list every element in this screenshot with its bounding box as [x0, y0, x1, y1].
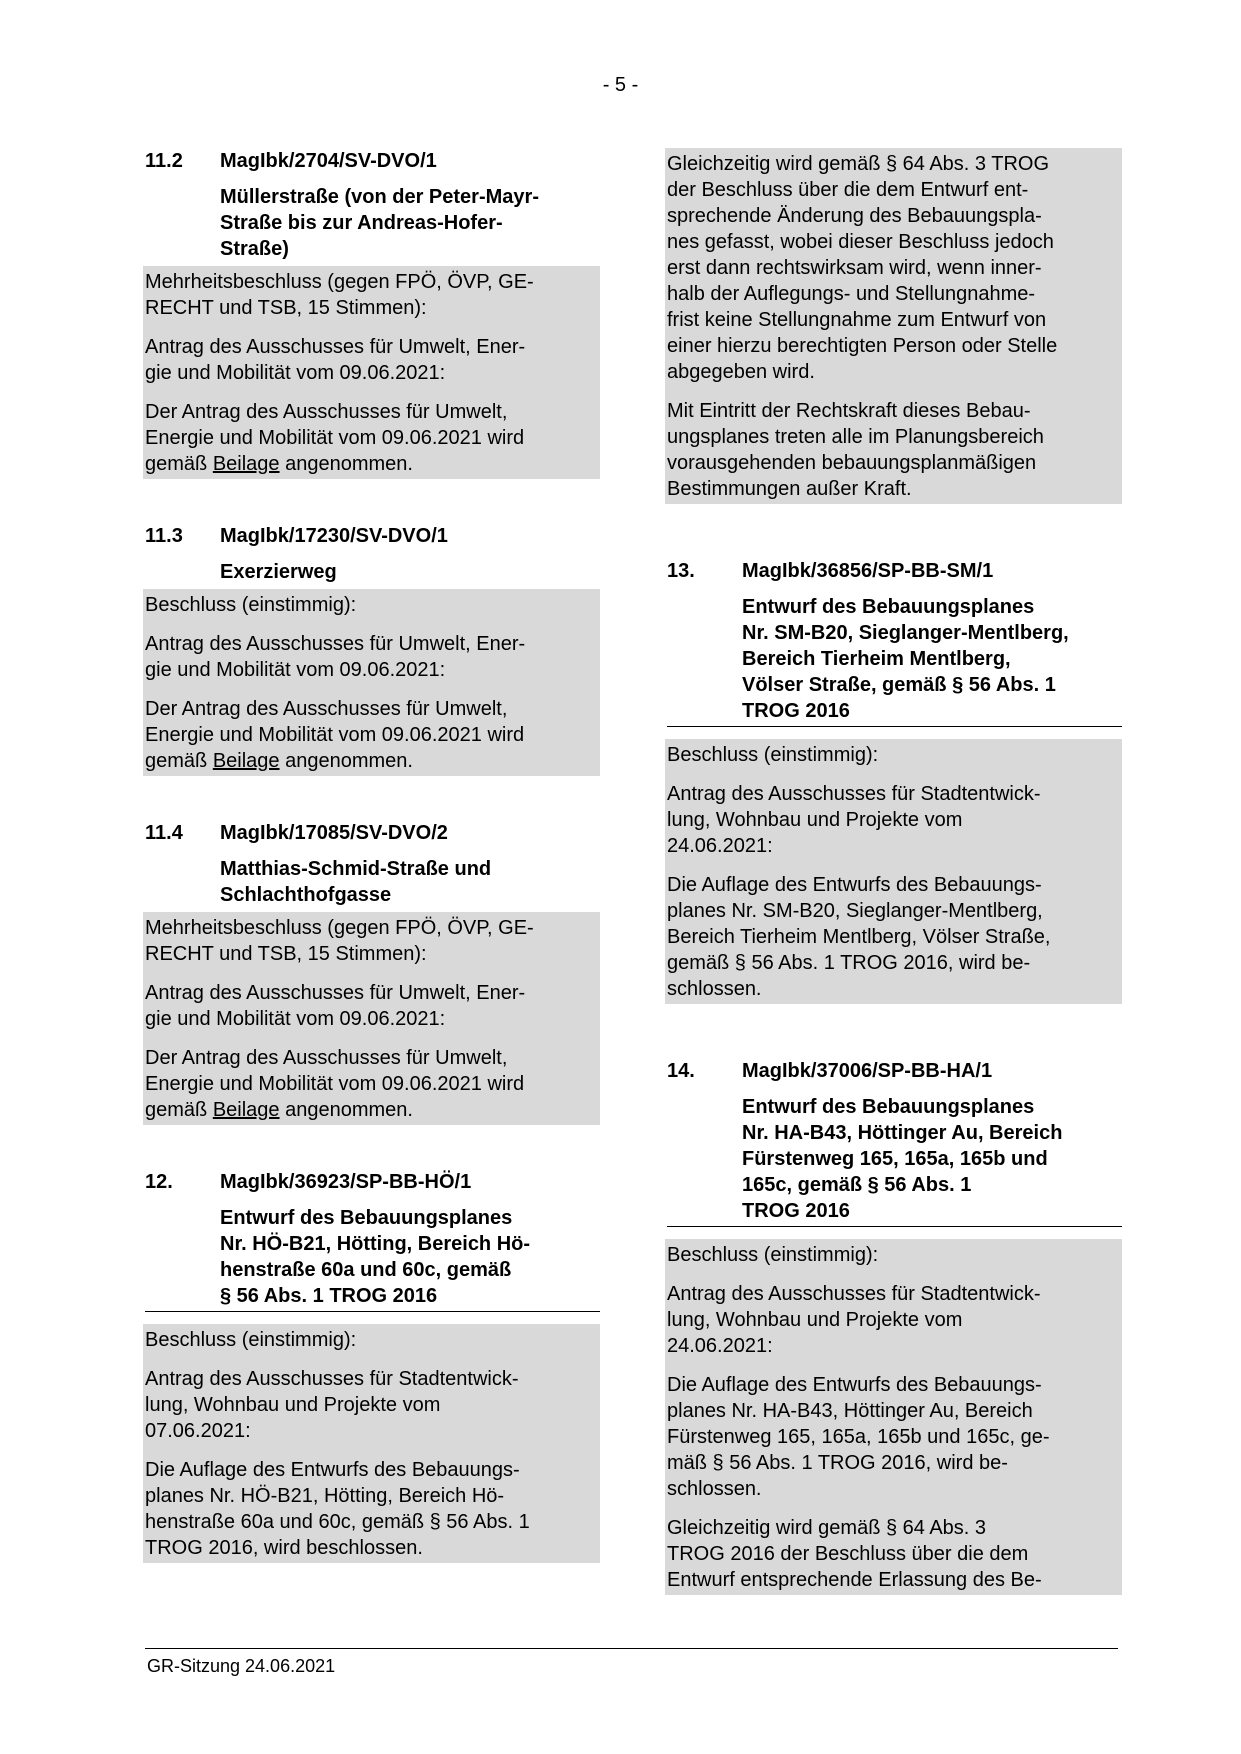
page-number: - 5 -	[602, 74, 639, 96]
continuation-box	[665, 148, 1122, 504]
resolution-type: Mehrheitsbeschluss (gegen FPÖ, ÖVP, GE- RECHT und TSB, 15 Stimmen):	[145, 917, 534, 965]
resolution-box	[143, 912, 600, 1125]
item-number: 11.3	[145, 525, 183, 547]
resolution-text: Die Auflage des Entwurfs des Bebauungs- planes Nr. SM-B20, Sieglanger-Mentlberg, Bereich Tierheim Mentlberg, Völser Straße, gemäß § 56 Abs. 1 TROG 2016, wird be- schlossen.	[667, 874, 1051, 1000]
title-line: Matthias-Schmid-Straße und	[220, 858, 492, 880]
title-line: Schlachthofgasse	[220, 884, 392, 906]
motion-source: Antrag des Ausschusses für Stadtentwick- lung, Wohnbau und Projekte vom 07.06.2021:	[145, 1368, 519, 1442]
title-line: Straße bis zur Andreas-Hofer-	[220, 212, 503, 234]
title-line: Nr. HÖ-B21, Hötting, Bereich Hö-	[220, 1233, 531, 1255]
beilage-link[interactable]: Beilage	[212, 1099, 280, 1121]
item-code: MagIbk/37006/SP-BB-HA/1	[742, 1060, 993, 1082]
resolution-box	[665, 1239, 1122, 1595]
title-line: TROG 2016	[742, 700, 850, 722]
agenda-item-11-3	[145, 523, 600, 776]
item-code: MagIbk/36923/SP-BB-HÖ/1	[220, 1171, 472, 1193]
resolution-text: Der Antrag des Ausschusses für Umwelt, Energie und Mobilität vom 09.06.2021 wird gemäß Beilage angenommen.	[145, 401, 525, 475]
item-code: MagIbk/17085/SV-DVO/2	[220, 822, 448, 844]
motion-source: Antrag des Ausschusses für Umwelt, Ener- gie und Mobilität vom 09.06.2021:	[145, 336, 526, 384]
agenda-item-11-2	[145, 148, 600, 479]
title-line: 165c, gemäß § 56 Abs. 1	[742, 1174, 972, 1196]
agenda-item-14	[667, 1058, 1122, 1595]
item-code: MagIbk/36856/SP-BB-SM/1	[742, 560, 994, 582]
footer-divider	[145, 1648, 1118, 1649]
title-line: henstraße 60a und 60c, gemäß	[220, 1259, 512, 1281]
item-number: 14.	[667, 1060, 695, 1082]
item-number: 13.	[667, 560, 695, 582]
item-heading	[667, 1058, 1122, 1085]
beilage-link[interactable]: Beilage	[212, 453, 280, 475]
title-line: Fürstenweg 165, 165a, 165b und	[742, 1148, 1048, 1170]
item-title	[667, 594, 1122, 727]
item-code: MagIbk/2704/SV-DVO/1	[220, 150, 437, 172]
motion-source: Antrag des Ausschusses für Stadtentwick- lung, Wohnbau und Projekte vom 24.06.2021:	[667, 1283, 1041, 1357]
item-number: 11.4	[145, 822, 183, 844]
title-line: Entwurf des Bebauungsplanes	[220, 1207, 513, 1229]
title-line: Exerzierweg	[220, 561, 337, 583]
resolution-type: Mehrheitsbeschluss (gegen FPÖ, ÖVP, GE- RECHT und TSB, 15 Stimmen):	[145, 271, 534, 319]
title-line: Entwurf des Bebauungsplanes	[742, 596, 1035, 618]
item-heading	[145, 1169, 600, 1196]
right-column	[667, 148, 1122, 1595]
item-heading	[145, 820, 600, 847]
title-line: Bereich Tierheim Mentlberg,	[742, 648, 1011, 670]
item-number: 11.2	[145, 150, 183, 172]
resolution-type: Beschluss (einstimmig):	[145, 1329, 357, 1351]
resolution-text: Die Auflage des Entwurfs des Bebauungs- planes Nr. HA-B43, Höttinger Au, Bereich Fürstenweg 165, 165a, 165b und 165c, ge- mäß § 56 Abs. 1 TROG 2016, wird be- schlossen.	[667, 1374, 1050, 1500]
item-title	[667, 1094, 1122, 1227]
item-title	[220, 184, 600, 266]
title-line: TROG 2016	[742, 1200, 850, 1222]
agenda-item-13	[667, 558, 1122, 1004]
footer-session-date: GR-Sitzung 24.06.2021	[147, 1656, 336, 1676]
motion-source: Antrag des Ausschusses für Umwelt, Ener- gie und Mobilität vom 09.06.2021:	[145, 982, 526, 1030]
resolution-text-continued: Gleichzeitig wird gemäß § 64 Abs. 3 TROG 2016 der Beschluss über die dem Entwurf entsprechende Erlassung des Be-	[667, 1517, 1042, 1591]
resolution-text: Der Antrag des Ausschusses für Umwelt, Energie und Mobilität vom 09.06.2021 wird gemäß Beilage angenommen.	[145, 1047, 525, 1121]
resolution-box	[143, 589, 600, 776]
resolution-box	[665, 739, 1122, 1004]
agenda-item-11-4	[145, 820, 600, 1125]
continuation-paragraph: Mit Eintritt der Rechtskraft dieses Bebau- ungsplanes treten alle im Planungsbereich vorausgehenden bebauungsplanmäßigen Bestimmungen außer Kraft.	[667, 400, 1044, 500]
title-line: § 56 Abs. 1 TROG 2016	[220, 1285, 438, 1307]
item-heading	[145, 523, 600, 550]
continuation-paragraph: Gleichzeitig wird gemäß § 64 Abs. 3 TROG der Beschluss über die dem Entwurf ent- sprechende Änderung des Bebauungspla- nes gefasst, wobei dieser Beschluss jedoch erst dann rechtswirksam wird, wenn inner- halb der Auflegungs- und Stellungnahme- frist keine Stellungnahme zum Entwurf von einer hierzu berechtigten Person oder Stelle abgegeben wird.	[667, 153, 1058, 383]
item-number: 12.	[145, 1171, 173, 1193]
resolution-text: Die Auflage des Entwurfs des Bebauungs- planes Nr. HÖ-B21, Hötting, Bereich Hö- henstraße 60a und 60c, gemäß § 56 Abs. 1 TROG 2016, wird beschlossen.	[145, 1459, 530, 1559]
resolution-type: Beschluss (einstimmig):	[145, 594, 357, 616]
resolution-type: Beschluss (einstimmig):	[667, 744, 879, 766]
title-line: Völser Straße, gemäß § 56 Abs. 1	[742, 674, 1056, 696]
item-title	[220, 559, 600, 589]
title-line: Nr. HA-B43, Höttinger Au, Bereich	[742, 1122, 1063, 1144]
left-column	[145, 148, 600, 1563]
beilage-link[interactable]: Beilage	[212, 750, 280, 772]
title-line: Müllerstraße (von der Peter-Mayr-	[220, 186, 539, 208]
resolution-box	[143, 266, 600, 479]
item-heading	[145, 148, 600, 175]
resolution-box	[143, 1324, 600, 1563]
title-line: Nr. SM-B20, Sieglanger-Mentlberg,	[742, 622, 1069, 644]
resolution-type: Beschluss (einstimmig):	[667, 1244, 879, 1266]
agenda-item-12	[145, 1169, 600, 1563]
item-title	[220, 856, 600, 912]
resolution-text: Der Antrag des Ausschusses für Umwelt, Energie und Mobilität vom 09.06.2021 wird gemäß Beilage angenommen.	[145, 698, 525, 772]
title-line: Straße)	[220, 238, 289, 260]
item-heading	[667, 558, 1122, 585]
motion-source: Antrag des Ausschusses für Stadtentwick- lung, Wohnbau und Projekte vom 24.06.2021:	[667, 783, 1041, 857]
item-title	[145, 1205, 600, 1312]
title-line: Entwurf des Bebauungsplanes	[742, 1096, 1035, 1118]
motion-source: Antrag des Ausschusses für Umwelt, Ener- gie und Mobilität vom 09.06.2021:	[145, 633, 526, 681]
item-code: MagIbk/17230/SV-DVO/1	[220, 525, 448, 547]
